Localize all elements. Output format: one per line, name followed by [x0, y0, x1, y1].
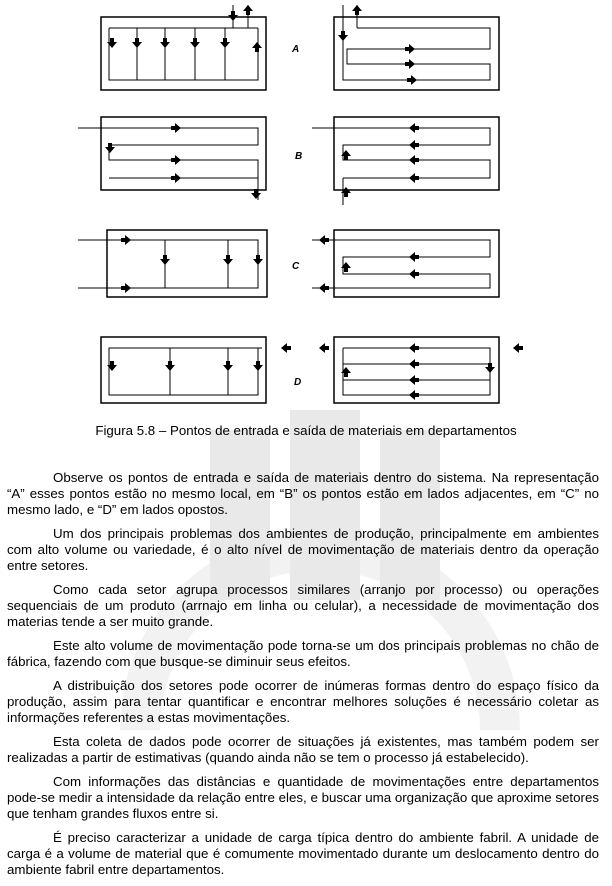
flow-arrow: [513, 343, 523, 353]
flow-arrow: [190, 38, 200, 48]
flow-arrow: [228, 11, 238, 21]
flow-arrow: [243, 5, 253, 15]
flow-arrow: [409, 343, 419, 353]
flow-arrow: [319, 235, 329, 245]
flow-arrow: [319, 283, 329, 293]
label-c: C: [292, 261, 300, 272]
paragraph: Esta coleta de dados pode ocorrer de situações já existentes, mas também podem ser realizadas a partir de estimativas (quando ainda não se tem o processo já estabelecido).: [7, 734, 599, 765]
flow-arrow: [253, 255, 263, 265]
flow-arrow: [223, 255, 233, 265]
label-a: A: [292, 44, 300, 55]
department-box: [101, 337, 266, 403]
flow-arrow: [281, 343, 291, 353]
paragraph: Este alto volume de movimentação pode torna-se um dos principais problemas no chão de fábrica, fazendo com que busque-se diminuir seus efeitos.: [7, 638, 599, 669]
body-text: [7, 470, 599, 886]
flow-arrow: [121, 235, 131, 245]
paragraph: Como cada setor agrupa processos similares (arranjo por processo) ou operações sequenciais de um produto (arrnajo em linha ou celular), a necessidade de movimentação dos materias tende a ser muito grande.: [7, 582, 599, 629]
flow-arrow: [171, 123, 181, 133]
flow-arrow: [319, 343, 329, 353]
flow-line: [312, 240, 490, 288]
flow-arrow: [220, 38, 230, 48]
flow-arrow: [409, 269, 419, 279]
flow-arrow: [121, 283, 131, 293]
flow-line: [78, 240, 258, 288]
flow-arrow: [409, 375, 419, 385]
flow-line: [343, 348, 490, 395]
flow-arrow: [338, 31, 348, 41]
label-d: D: [294, 377, 302, 388]
flow-arrow: [409, 173, 419, 183]
paragraph: A distribuição dos setores pode ocorrer de inúmeras formas dentro do espaço físico da produção, assim para tentar quantificar e encontrar melhores soluções é necessário coletar as informações referentes a estas movimentações.: [7, 678, 599, 725]
figure-caption: Figura 5.8 – Pontos de entrada e saída de materiais em departamentos: [95, 423, 517, 438]
flow-arrow: [409, 140, 419, 150]
flow-line: [78, 128, 258, 178]
paragraph: É preciso caracterizar a unidade de carga típica dentro do ambiente fabril. A unidade de carga é a volume de material que é comumente movimentado durante um deslocamento dentro do ambiente fabril entre departamentos.: [7, 830, 599, 877]
flow-arrow: [132, 38, 142, 48]
flow-arrow: [171, 173, 181, 183]
flow-arrow: [409, 359, 419, 369]
flow-arrow: [253, 361, 263, 371]
flow-line: [312, 128, 490, 178]
flow-arrow: [409, 123, 419, 133]
flow-arrow: [405, 59, 415, 69]
flow-arrow: [223, 361, 233, 371]
flow-arrow: [409, 252, 419, 262]
flow-arrow: [165, 361, 175, 371]
flow-arrow: [409, 155, 419, 165]
flow-line: [109, 28, 258, 80]
flow-arrow: [160, 255, 170, 265]
flow-arrow: [409, 390, 419, 400]
flow-arrow: [407, 75, 417, 85]
flow-arrow: [171, 155, 181, 165]
paragraph: Com informações das distâncias e quantidade de movimentações entre departamentos pode-se medir a intensidade da relação entre eles, e buscar uma organização que aproxime setores que tenham grandes fluxos entre si.: [7, 774, 599, 821]
label-b: B: [295, 151, 303, 162]
paragraph: Um dos principais problemas dos ambientes de produção, principalmente em ambientes com alto volume ou variedade, é o alto nível de movimentação de materiais dentro da operação entre setores.: [7, 526, 599, 573]
flow-diagrams-figure: [0, 0, 612, 420]
flow-arrow: [405, 44, 415, 54]
flow-arrow: [352, 5, 362, 15]
flow-line: [109, 348, 262, 395]
paragraph: Observe os pontos de entrada e saída de materiais dentro do sistema. Na representação “A” esses pontos estão no mesmo local, em “B” os pontos estão em lados adjacentes, em “C” no mesmo lado, e “D” em lados opostos.: [7, 470, 599, 517]
flow-arrow: [252, 42, 262, 52]
flow-arrow: [160, 38, 170, 48]
